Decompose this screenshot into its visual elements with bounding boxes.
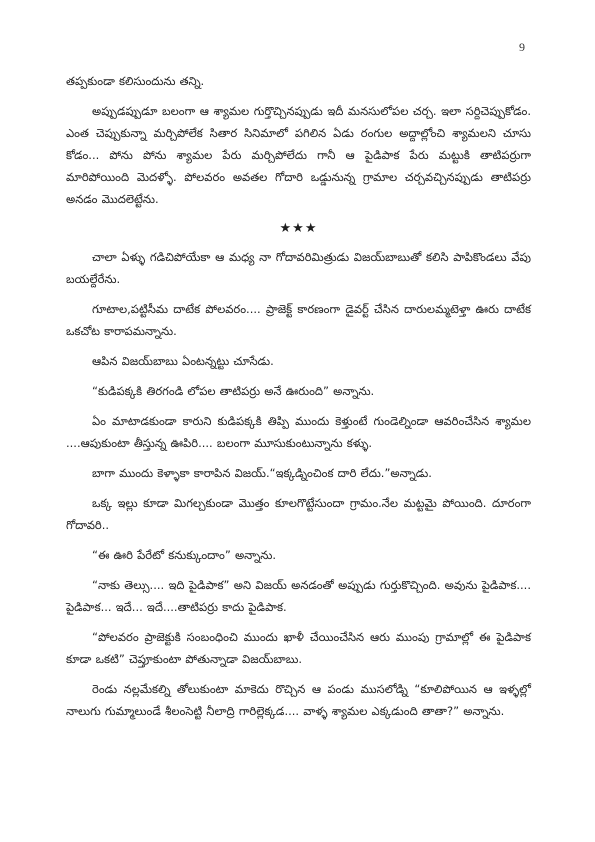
paragraph-6: “కుడిపక్కకి తిరగండి లోపల తాటిపర్రు అనే ఊరుంది” అన్నాను. [92, 384, 375, 398]
paragraph-4: గూటాల,పట్టిసీమ దాటేక పోలవరం.... ప్రాజెక్ట్ కారణంగా డైవర్ట్ చేసిన దారులమ్మటెళ్తా ఊరు దాటేక ఒకచోట కారాపమన్నాను. [66, 302, 531, 338]
page-number: 9 [519, 40, 525, 54]
paragraph-8: బాగా ముందు కెళ్ళాకా కారాపిన విజయ్.“ఇక్కడ్నించింక దారి లేదు.”అన్నాడు. [92, 466, 432, 480]
paragraph-10: “ఈ ఊరి పేరేటో కనుక్కుందాం” అన్నాను. [92, 548, 277, 562]
paragraph-3: చాలా ఏళ్ళు గడిచిపోయేకా ఆ మధ్య నా గోదావరిమిత్రుడు విజయ్‌బాబుతో కలిసి పాపికొండలు వేపు బయల్దేరేను. [66, 250, 531, 286]
paragraph-2: అప్పుడప్పుడూ బలంగా ఆ శ్యామల గుర్తొచ్చినప్పుడు ఇదీ మనసులోపల చర్చ. ఇలా సర్దిచెప్పుకోడం. ఎంత చెప్పుకున్నా మర్చిపోలేక సితార సినిమాలో పగిలిన ఏడు రంగుల అద్దాల్లోంచి శ్యామలని చూసు కోడం... పోను పోను శ్యామల పేరు మర్చిపోలేదు గానీ ఆ పైడిపాక పేరు మట్టుకి తాటిపర్రుగా మారిపోయింది మెదళ్ళో. పోలవరం అవతల గోదారి ఒడ్డునున్న గ్రామాల చర్చవచ్చినప్పుడు తాటిపర్రు అనడం మొదలెట్టేను. [66, 104, 531, 206]
paragraph-13: రెండు నల్లమేకల్ని తోలుకుంటా మాకెదు రొచ్చిన ఆ పండు ముసలోడ్ని “కూలిపోయిన ఆ ఇళ్ళల్లో నాలుగు గుమ్మాలుండే శీలంసెట్టి నీలాద్రి గారిల్లెక్కడ.... వాళ్ళ శ్యామల ఎక్కడుంది తాతా?” అన్నాను. [66, 682, 531, 718]
paragraph-9: ఒక్క ఇల్లు కూడా మిగల్చకుండా మొత్తం కూలగొట్టేసుందా గ్రామం.నేల మట్టమై పోయింది. దూరంగా గోదావరి.. [66, 496, 531, 532]
paragraph-5: ఆపిన విజయ్‌బాబు ఏంటన్నట్టు చూసేడు. [92, 354, 274, 368]
paragraph-12: “పోలవరం ప్రాజెక్టుకి సంబంధించి ముందు ఖాళీ చేయించేసిన ఆరు ముంపు గ్రామాల్లో ఈ పైడిపాక కూడా ఒకటి” చెప్తూకుంటా పోతున్నాడా విజయ్‌బాబు. [66, 630, 531, 666]
section-separator: ★★★ [279, 221, 318, 236]
paragraph-11: “నాకు తెల్సు.... ఇది పైడిపాక” అని విజయ్ అనడంతో అప్పుడు గుర్తుకొచ్చింది. అవును పైడిపాక.... పైడిపాక... ఇదే... ఇదే....తాటిపర్రు కాదు పైడిపాక. [66, 578, 531, 614]
paragraph-7: ఏం మాటాడకుండా కారుని కుడిపక్కకి తిప్పి ముందు కెళ్తుంటే గుండెల్నిండా ఆవరించేసిన శ్యామల ....ఆపుకుంటా తీస్తున్న ఊపిరి.... బలంగా మూసుకుంటున్నాను కళ్ళు. [66, 414, 531, 450]
paragraph-1: తప్పకుండా కలిసుందును తన్ని. [66, 74, 205, 88]
